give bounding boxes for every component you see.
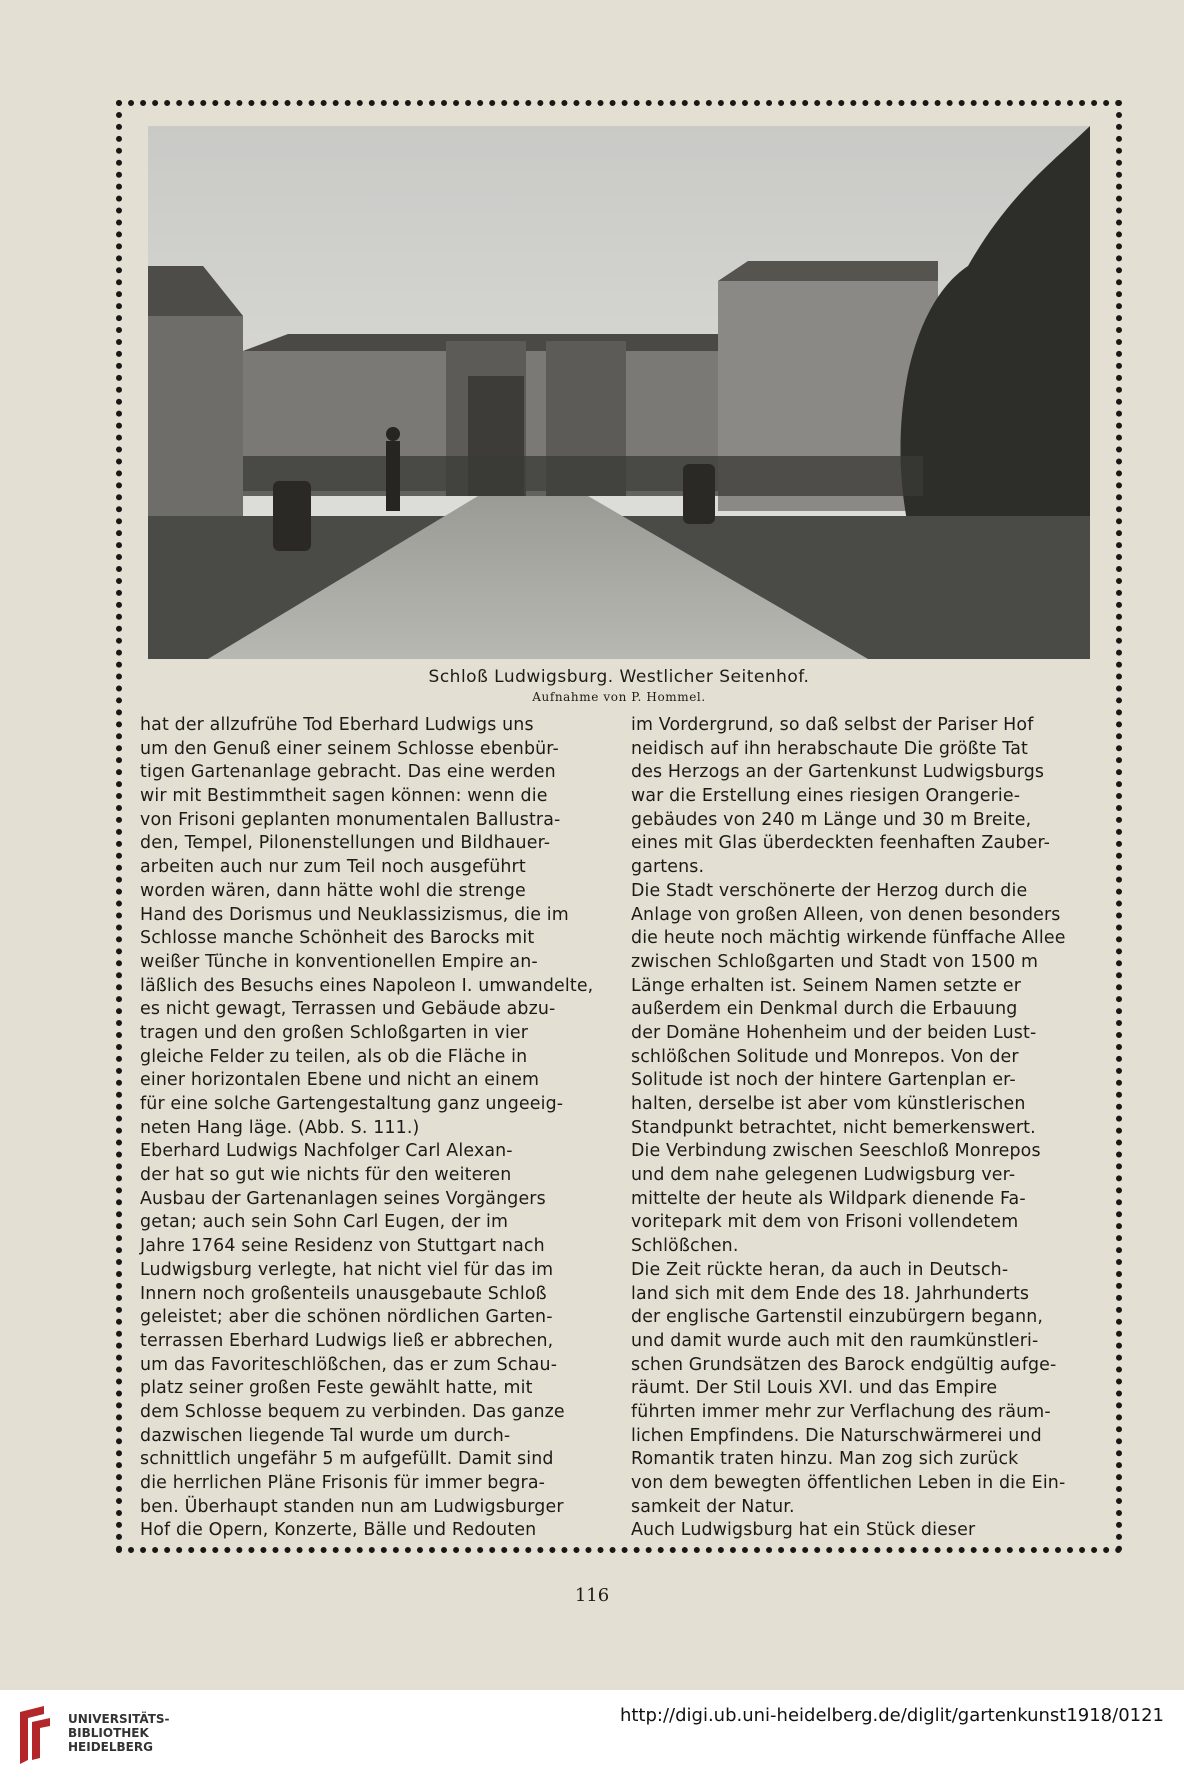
text-line: arbeiten auch nur zum Teil noch ausgeführt: [140, 857, 526, 878]
text-line: mittelte der heute als Wildpark dienende Fa-: [631, 1188, 1026, 1209]
text-line: getan; auch sein Sohn Carl Eugen, der im: [140, 1212, 509, 1233]
text-line: Ausbau der Gartenanlagen seines Vorgängers: [140, 1188, 546, 1209]
text-line: dem Schlosse bequem zu verbinden. Das ganze: [140, 1401, 565, 1422]
text-line: Ludwigsburg verlegte, hat nicht viel für das im: [140, 1259, 554, 1280]
text-line: gebäudes von 240 m Länge und 30 m Breite,: [631, 809, 1032, 830]
text-line: Hof die Opern, Konzerte, Bälle und Redouten: [140, 1520, 537, 1541]
text-line: Die Stadt verschönerte der Herzog durch die: [631, 880, 1028, 901]
text-line: tragen und den großen Schloßgarten in vier: [140, 1022, 529, 1043]
text-line: Länge erhalten ist. Seinem Namen setzte er: [631, 975, 1022, 996]
text-line: voritepark mit dem von Frisoni vollendetem: [631, 1212, 1019, 1233]
library-name-line2: BIBLIOTHEK: [68, 1726, 149, 1740]
photo-credit: Aufnahme von P. Hommel.: [532, 690, 706, 704]
text-line: Anlage von großen Alleen, von denen besonders: [631, 904, 1061, 925]
text-column-right: [631, 714, 1104, 1543]
text-line: Eberhard Ludwigs Nachfolger Carl Alexan-: [140, 1141, 513, 1162]
text-line: die heute noch mächtig wirkende fünffache Allee: [631, 928, 1066, 949]
text-line: halten, derselbe ist aber vom künstlerischen: [631, 1094, 1026, 1114]
text-line: außerdem ein Denkmal durch die Erbauung: [631, 999, 1018, 1020]
text-line: neten Hang läge. (Abb. S. 111.): [140, 1117, 420, 1138]
photo-caption: Schloß Ludwigsburg. Westlicher Seitenhof.: [428, 667, 810, 687]
text-line: schlößchen Solitude und Monrepos. Von der: [631, 1046, 1019, 1067]
text-line: im Vordergrund, so daß selbst der Pariser Hof: [631, 715, 1034, 735]
university-library-logo-icon: [14, 1704, 56, 1768]
text-line: gartens.: [631, 857, 705, 878]
library-footer: [0, 1690, 1184, 1781]
text-line: räumt. Der Stil Louis XVI. und das Empire: [631, 1378, 998, 1399]
text-line: der englische Gartenstil einzubürgern begann,: [631, 1307, 1044, 1328]
text-line: schen Grundsätzen des Barock endgültig aufge-: [631, 1354, 1057, 1375]
text-line: weißer Tünche in konventionellen Empire an-: [140, 951, 538, 972]
text-line: der Domäne Hohenheim und der beiden Lust-: [631, 1022, 1037, 1043]
text-line: Hand des Dorismus und Neuklassizismus, die im: [140, 904, 569, 925]
text-line: Innern noch großenteils unausgebaute Schloß: [140, 1283, 547, 1304]
text-line: eines mit Glas überdeckten feenhaften Zauber-: [631, 833, 1051, 854]
text-line: des Herzogs an der Gartenkunst Ludwigsburgs: [631, 762, 1045, 783]
text-line: es nicht gewagt, Terrassen und Gebäude abzu-: [140, 999, 556, 1020]
text-line: einer horizontalen Ebene und nicht an einem: [140, 1070, 540, 1091]
library-name-line1: UNIVERSITÄTS-: [68, 1712, 170, 1726]
text-line: gleiche Felder zu teilen, als ob die Fläche in: [140, 1046, 528, 1067]
library-name: [68, 1712, 170, 1754]
text-line: von Frisoni geplanten monumentalen Ballustra-: [140, 809, 561, 830]
text-line: Jahre 1764 seine Residenz von Stuttgart nach: [140, 1236, 545, 1257]
text-line: um den Genuß einer seinem Schlosse ebenbür-: [140, 738, 559, 759]
text-line: land sich mit dem Ende des 18. Jahrhunderts: [631, 1283, 1030, 1304]
text-line: und damit wurde auch mit den raumkünstleri-: [631, 1330, 1039, 1351]
text-line: tigen Gartenanlage gebracht. Das eine werden: [140, 762, 556, 783]
text-line: läßlich des Besuchs eines Napoleon I. umwandelte,: [140, 975, 594, 996]
text-line: Schlößchen.: [631, 1236, 739, 1257]
text-line: die herrlichen Pläne Frisonis für immer begra-: [140, 1473, 546, 1493]
text-column-left: [140, 714, 613, 1543]
text-line: Schlosse manche Schönheit des Barocks mit: [140, 928, 535, 949]
text-line: Solitude ist noch der hintere Gartenplan er-: [631, 1070, 1016, 1091]
text-line: für eine solche Gartengestaltung ganz ungeeig-: [140, 1094, 564, 1114]
text-line: wir mit Bestimmtheit sagen können: wenn die: [140, 786, 548, 807]
text-line: von dem bewegten öffentlichen Leben in die Ein-: [631, 1473, 1066, 1493]
text-line: und dem nahe gelegenen Ludwigsburg ver-: [631, 1165, 1016, 1186]
text-line: zwischen Schloßgarten und Stadt von 1500 m: [631, 951, 1039, 972]
page-number: 116: [574, 1585, 610, 1606]
text-line: samkeit der Natur.: [631, 1496, 795, 1517]
text-line: war die Erstellung eines riesigen Orangerie-: [631, 786, 1021, 807]
text-line: platz seiner großen Feste gewählt hatte, mit: [140, 1378, 533, 1399]
text-line: Die Verbindung zwischen Seeschloß Monrepos: [631, 1141, 1041, 1162]
text-line: hat der allzufrühe Tod Eberhard Ludwigs uns: [140, 715, 534, 735]
text-line: der hat so gut wie nichts für den weiteren: [140, 1165, 512, 1186]
text-line: terrassen Eberhard Ludwigs ließ er abbrechen,: [140, 1330, 554, 1351]
text-line: Romantik traten hinzu. Man zog sich zurück: [631, 1449, 1019, 1470]
text-line: den, Tempel, Pilonenstellungen und Bildhauer-: [140, 833, 551, 854]
source-url-link[interactable]: http://digi.ub.uni-heidelberg.de/diglit/gartenkunst1918/0121: [619, 1705, 1164, 1726]
text-line: schnittlich ungefähr 5 m aufgefüllt. Damit sind: [140, 1449, 554, 1470]
text-line: geleistet; aber die schönen nördlichen Garten-: [140, 1307, 553, 1328]
photograph-schloss-ludwigsburg: [148, 126, 1090, 659]
text-line: neidisch auf ihn herabschaute Die größte Tat: [631, 738, 1028, 759]
text-line: dazwischen liegende Tal wurde um durch-: [140, 1425, 511, 1446]
text-line: lichen Empfindens. Die Naturschwärmerei und: [631, 1425, 1042, 1446]
text-line: führten immer mehr zur Verflachung des räum-: [631, 1401, 1051, 1422]
text-line: ben. Überhaupt standen nun am Ludwigsburger: [140, 1496, 564, 1517]
text-line: Auch Ludwigsburg hat ein Stück dieser: [631, 1520, 976, 1541]
text-line: Standpunkt betrachtet, nicht bemerkenswert.: [631, 1117, 1036, 1138]
library-name-line3: HEIDELBERG: [68, 1740, 153, 1754]
text-line: um das Favoriteschlößchen, das er zum Schau-: [140, 1354, 558, 1375]
text-line: Die Zeit rückte heran, da auch in Deutsch-: [631, 1259, 1009, 1280]
text-line: worden wären, dann hätte wohl die strenge: [140, 880, 526, 901]
